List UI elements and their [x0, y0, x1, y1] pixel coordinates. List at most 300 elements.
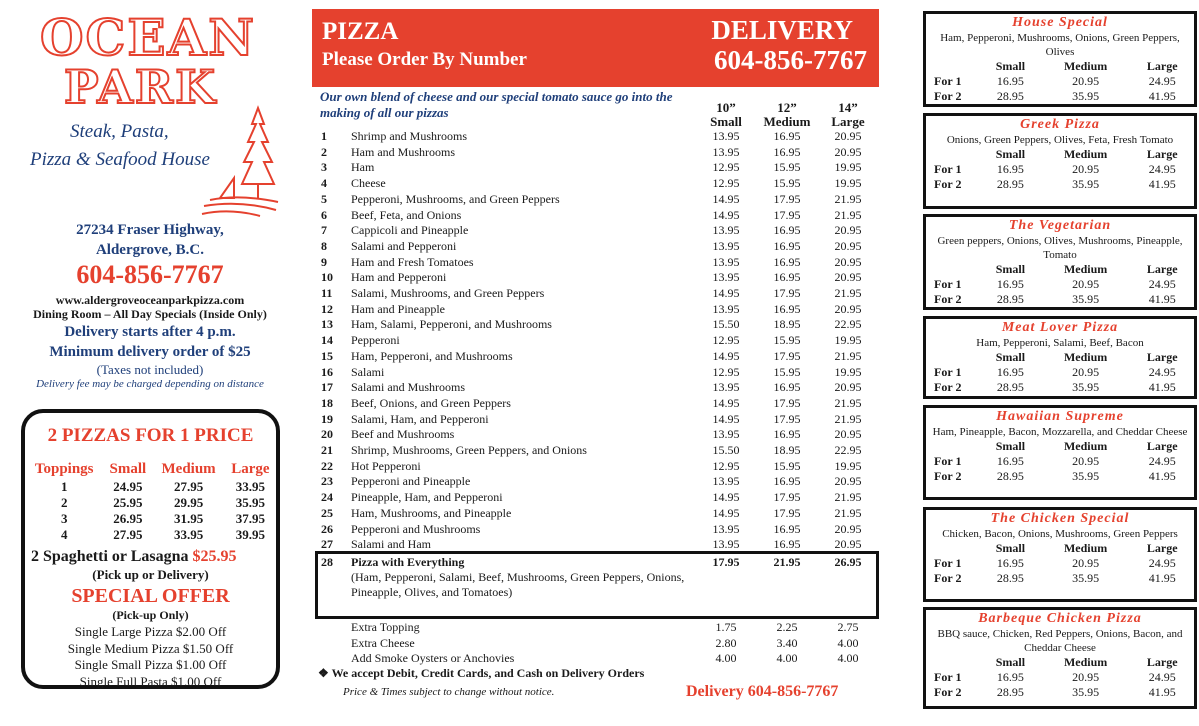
list-item: Single Full Pasta $1.00 Off — [79, 673, 222, 689]
tagline-line1: Steak, Pasta, — [70, 121, 169, 142]
table-row — [926, 556, 1194, 571]
tagline-line2: Pizza & Seafood House — [30, 149, 210, 170]
price-cell: 28.95 — [996, 177, 1024, 191]
price-cell: 35.95 — [1072, 685, 1100, 699]
specialty-pizza-box[interactable] — [923, 214, 1197, 310]
price-large: 19.95 — [834, 333, 862, 348]
left-column — [0, 0, 300, 726]
item-number: 26 — [321, 521, 333, 536]
price-large: 26.95 — [834, 555, 862, 569]
price-medium: 17.95 — [773, 395, 801, 410]
menu-item-row[interactable] — [310, 506, 882, 522]
price-cell: 39.95 — [235, 527, 266, 542]
price-cell: 24.95 — [1148, 556, 1176, 570]
table-row — [926, 89, 1194, 104]
row-label: For 2 — [934, 292, 962, 306]
pickup-or-delivery-note: (Pick up or Delivery) — [92, 567, 209, 582]
price-cell: 41.95 — [1148, 89, 1176, 103]
price-cell: 29.95 — [173, 495, 204, 510]
price-medium: 18.95 — [773, 443, 801, 457]
menu-item-row[interactable] — [310, 145, 882, 161]
item-name: Hot Pepperoni — [351, 458, 421, 473]
price-small: 13.95 — [712, 238, 740, 253]
price-small: 17.95 — [712, 555, 740, 569]
item-name: Pepperoni and Pineapple — [351, 474, 471, 489]
row-label: For 2 — [934, 380, 962, 394]
price-cell: 24.95 — [1148, 277, 1176, 291]
dining-room-note: Dining Room – All Day Specials (Inside Only) — [33, 307, 267, 321]
column-header: Medium — [1063, 541, 1108, 555]
menu-item-row[interactable] — [310, 490, 882, 506]
extra-item-row[interactable] — [310, 651, 882, 667]
item-number: 5 — [321, 191, 327, 206]
item-number: 15 — [321, 348, 333, 363]
price-cell: 41.95 — [1148, 685, 1176, 699]
specialty-header-row — [926, 541, 1194, 556]
price-cell: 20.95 — [1072, 454, 1100, 468]
payment-note — [318, 666, 644, 681]
extra-item-row[interactable] — [310, 636, 882, 652]
price-large: 19.95 — [834, 458, 862, 473]
item-name: Salami and Mushrooms — [351, 380, 465, 395]
specialty-price-table — [926, 262, 1194, 307]
column-header: Small — [995, 655, 1026, 669]
menu-item-row[interactable] — [310, 365, 882, 381]
item-name: Beef and Mushrooms — [351, 427, 455, 442]
specialty-price-table — [926, 147, 1194, 192]
specialty-header-row — [926, 350, 1194, 365]
price-medium: 21.95 — [773, 555, 801, 569]
price-large: 21.95 — [834, 411, 862, 426]
item-number: 11 — [321, 286, 333, 300]
empty-header — [926, 262, 980, 277]
menu-item-row[interactable] — [310, 522, 882, 538]
empty-header — [926, 541, 980, 556]
pizza-with-everything-description: (Ham, Pepperoni, Salami, Beef, Mushrooms, Green Peppers, Onions, Pineapple, Olives, and Tomatoes) — [351, 570, 685, 599]
specialty-title: House Special — [1012, 15, 1108, 30]
price-large: 21.95 — [834, 490, 862, 505]
price-change-note: Price & Times subject to change without notice. — [343, 686, 555, 698]
size-name: Large — [831, 114, 865, 129]
specialty-pizza-box[interactable] — [923, 607, 1197, 709]
specialty-pizzas-column — [920, 0, 1199, 726]
column-header: Medium — [1063, 439, 1108, 453]
price-cell: 33.95 — [235, 479, 266, 494]
specialty-header-row — [926, 147, 1194, 162]
size-inch: 14” — [838, 100, 858, 115]
menu-item-row[interactable] — [310, 474, 882, 490]
menu-item-row[interactable] — [310, 396, 882, 412]
menu-item-row[interactable] — [310, 176, 882, 192]
two-for-one-header-row — [25, 460, 276, 479]
spaghetti-label: 2 Spaghetti or Lasagna — [31, 548, 189, 565]
menu-item-row[interactable] — [310, 427, 882, 443]
price-cell: 35.95 — [235, 495, 266, 510]
list-item: Single Large Pizza $2.00 Off — [74, 624, 227, 639]
price-medium: 4.00 — [776, 651, 798, 665]
price-small: 13.95 — [712, 129, 740, 143]
delivery-fee-note: Delivery fee may be charged depending on distance — [36, 378, 264, 390]
price-cell: 26.95 — [113, 511, 143, 526]
price-small: 14.95 — [712, 490, 740, 505]
price-large: 20.95 — [834, 223, 862, 238]
list-item: Single Medium Pizza $1.50 Off — [67, 640, 234, 656]
row-label: For 2 — [934, 177, 962, 191]
price-small: 14.95 — [712, 286, 740, 300]
price-small: 14.95 — [712, 348, 740, 363]
column-header: Large — [231, 461, 270, 477]
price-cell: 24.95 — [1148, 74, 1176, 88]
item-name: Ham, Mushrooms, and Pineapple — [351, 505, 512, 520]
specialty-pizza-box[interactable] — [923, 11, 1197, 107]
price-small: 13.95 — [712, 427, 740, 442]
price-cell: 20.95 — [1072, 365, 1100, 379]
specialty-description: Ham, Pepperoni, Salami, Beef, Bacon — [976, 337, 1144, 349]
price-cell: 16.95 — [996, 74, 1024, 88]
extra-name: Add Smoke Oysters or Anchovies — [351, 651, 515, 665]
column-header: Medium — [161, 461, 216, 477]
empty-header — [926, 147, 980, 162]
specialty-price-table — [926, 59, 1194, 104]
column-header: Large — [1146, 541, 1178, 555]
specialty-description: BBQ sauce, Chicken, Red Peppers, Onions, Bacon, and Cheddar Cheese — [937, 628, 1183, 654]
column-header: Large — [1146, 655, 1178, 669]
price-small: 13.95 — [712, 301, 740, 316]
table-row — [926, 380, 1194, 395]
price-large: 20.95 — [834, 270, 862, 285]
special-offer-title: SPECIAL OFFER — [71, 585, 230, 607]
item-name: Ham and Fresh Tomatoes — [351, 254, 474, 269]
price-small: 14.95 — [712, 207, 740, 222]
price-large: 21.95 — [834, 505, 862, 520]
delivery-start-note: Delivery starts after 4 p.m. — [64, 324, 236, 340]
toppings-count: 3 — [60, 511, 68, 526]
item-name: Beef, Feta, and Onions — [351, 207, 462, 222]
pizza-header-banner — [312, 9, 879, 87]
spaghetti-offer — [31, 548, 281, 566]
price-cell: 27.95 — [173, 479, 204, 494]
intro-text: Our own blend of cheese and our special tomato sauce go into the making of all our pizzas — [320, 89, 673, 120]
item-name: Salami — [351, 364, 385, 379]
two-for-one-title: 2 PIZZAS FOR 1 PRICE — [47, 425, 254, 446]
price-large: 2.75 — [837, 620, 859, 634]
price-cell: 24.95 — [1148, 162, 1176, 176]
row-label: For 2 — [934, 89, 962, 103]
price-large: 20.95 — [834, 238, 862, 253]
item-number: 3 — [321, 160, 327, 175]
table-row — [926, 162, 1194, 177]
menu-item-row[interactable] — [310, 380, 882, 396]
item-name: Ham, Pepperoni, and Mushrooms — [351, 348, 513, 363]
item-name: Cappicoli and Pineapple — [351, 223, 469, 238]
price-medium: 16.95 — [773, 254, 801, 269]
table-row — [926, 292, 1194, 307]
menu-item-row[interactable] — [310, 255, 882, 271]
item-number: 6 — [321, 207, 327, 222]
menu-item-row[interactable] — [310, 192, 882, 208]
menu-item-row[interactable] — [310, 270, 882, 286]
price-small: 12.95 — [712, 333, 740, 348]
empty-header — [926, 439, 980, 454]
price-cell: 16.95 — [996, 162, 1024, 176]
menu-item-row[interactable] — [310, 239, 882, 255]
taxes-note: (Taxes not included) — [96, 362, 204, 377]
extra-item-row[interactable] — [310, 620, 882, 636]
price-medium: 17.95 — [773, 505, 801, 520]
specialty-pizza-box[interactable] — [923, 113, 1197, 209]
price-small: 14.95 — [712, 191, 740, 206]
table-row — [926, 74, 1194, 89]
phone-number[interactable]: 604-856-7767 — [76, 260, 224, 289]
specialty-header-row — [926, 439, 1194, 454]
price-small: 13.95 — [712, 380, 740, 395]
column-header: Medium — [1063, 59, 1108, 73]
item-name: Pepperoni, Mushrooms, and Green Peppers — [351, 191, 560, 206]
column-header: Toppings — [34, 461, 94, 477]
price-small: 1.75 — [715, 620, 737, 634]
price-cell: 37.95 — [235, 511, 266, 526]
price-medium: 16.95 — [773, 144, 801, 159]
table-row — [926, 454, 1194, 469]
price-small: 15.50 — [712, 443, 740, 457]
size-header-small — [701, 101, 751, 129]
logo-park: PARK — [64, 60, 218, 114]
item-number: 9 — [321, 254, 327, 269]
item-name: Salami and Ham — [351, 537, 431, 552]
price-large: 21.95 — [834, 348, 862, 363]
price-cell: 20.95 — [1072, 74, 1100, 88]
item-number: 2 — [321, 144, 327, 159]
price-small: 13.95 — [712, 474, 740, 489]
price-small: 12.95 — [712, 458, 740, 473]
price-cell: 41.95 — [1148, 469, 1176, 483]
specialty-pizza-box[interactable] — [923, 316, 1197, 399]
list-item: Single Small Pizza $1.00 Off — [74, 657, 227, 672]
menu-item-row[interactable] — [310, 317, 882, 333]
price-cell: 16.95 — [996, 277, 1024, 291]
table-row — [926, 469, 1194, 484]
price-small: 14.95 — [712, 411, 740, 426]
item-name: Ham — [351, 160, 375, 175]
column-header: Medium — [1063, 262, 1108, 276]
price-small: 13.95 — [712, 223, 740, 238]
specialty-pizza-box[interactable] — [923, 507, 1197, 602]
item-number: 21 — [321, 443, 333, 457]
price-cell: 16.95 — [996, 365, 1024, 379]
menu-item-row[interactable] — [310, 412, 882, 428]
specialty-price-table — [926, 350, 1194, 395]
item-number: 28 — [321, 555, 333, 569]
item-name: Ham and Mushrooms — [351, 144, 455, 159]
item-name: Ham and Pepperoni — [351, 270, 447, 285]
price-large: 21.95 — [834, 395, 862, 410]
price-cell: 28.95 — [996, 89, 1024, 103]
row-label: For 1 — [934, 162, 962, 176]
item-number: 17 — [321, 380, 333, 395]
menu-item-row[interactable] — [310, 349, 882, 365]
price-large: 20.95 — [834, 427, 862, 442]
column-header: Medium — [1063, 147, 1108, 161]
size-inch: 10” — [716, 100, 736, 115]
row-label: For 1 — [934, 454, 962, 468]
item-name: Beef, Onions, and Green Peppers — [351, 395, 511, 410]
price-medium: 16.95 — [773, 427, 801, 442]
column-header: Small — [995, 147, 1026, 161]
menu-item-row[interactable] — [310, 286, 882, 302]
price-cell: 24.95 — [1148, 365, 1176, 379]
minimum-order-note: Minimum delivery order of $25 — [49, 344, 251, 360]
specialty-price-table — [926, 439, 1194, 484]
website-link[interactable]: www.aldergroveoceanparkpizza.com — [55, 293, 245, 307]
item-name: Ham and Pineapple — [351, 301, 445, 316]
column-header: Large — [1146, 350, 1178, 364]
item-number: 24 — [321, 490, 333, 505]
table-row — [25, 479, 276, 495]
menu-item-row[interactable] — [310, 160, 882, 176]
price-large: 20.95 — [834, 537, 862, 552]
specialty-pizza-box[interactable] — [923, 405, 1197, 500]
price-cell: 35.95 — [1072, 177, 1100, 191]
menu-item-row[interactable] — [310, 459, 882, 475]
item-name: Shrimp and Mushrooms — [351, 129, 468, 143]
row-label: For 1 — [934, 74, 962, 88]
price-cell: 20.95 — [1072, 556, 1100, 570]
price-cell: 41.95 — [1148, 292, 1176, 306]
item-name: Pepperoni and Mushrooms — [351, 521, 481, 536]
price-medium: 18.95 — [773, 317, 801, 332]
price-medium: 16.95 — [773, 270, 801, 285]
pizza-with-everything-row[interactable] — [310, 555, 882, 571]
item-number: 4 — [321, 176, 327, 191]
item-name: Pizza with Everything — [351, 555, 465, 569]
price-large: 21.95 — [834, 286, 862, 300]
size-name: Small — [710, 114, 742, 129]
price-medium: 17.95 — [773, 286, 801, 300]
price-small: 12.95 — [712, 176, 740, 191]
table-row — [25, 495, 276, 511]
price-cell: 27.95 — [113, 527, 143, 542]
item-name: Shrimp, Mushrooms, Green Peppers, and Onions — [351, 443, 587, 457]
item-number: 7 — [321, 223, 327, 238]
row-label: For 2 — [934, 571, 962, 585]
price-cell: 28.95 — [996, 380, 1024, 394]
column-header: Medium — [1063, 655, 1108, 669]
price-medium: 16.95 — [773, 301, 801, 316]
table-row — [926, 365, 1194, 380]
menu-item-row[interactable] — [310, 443, 882, 459]
item-name: Pepperoni — [351, 333, 400, 348]
size-header-medium — [762, 101, 812, 129]
address-line2: Aldergrove, B.C. — [95, 242, 205, 258]
price-cell: 41.95 — [1148, 177, 1176, 191]
toppings-count: 1 — [60, 479, 68, 494]
item-name: Cheese — [351, 176, 386, 191]
extra-name: Extra Topping — [351, 620, 420, 634]
item-number: 18 — [321, 395, 333, 410]
price-small: 13.95 — [712, 521, 740, 536]
price-small: 15.50 — [712, 317, 740, 332]
menu-item-row[interactable] — [310, 208, 882, 224]
price-medium: 15.95 — [773, 333, 801, 348]
price-medium: 16.95 — [773, 537, 801, 552]
price-small: 14.95 — [712, 505, 740, 520]
price-medium: 17.95 — [773, 207, 801, 222]
menu-item-row[interactable] — [310, 302, 882, 318]
specialty-title: The Chicken Special — [990, 511, 1130, 526]
price-cell: 24.95 — [113, 479, 143, 494]
price-cell: 16.95 — [996, 670, 1024, 684]
menu-item-row[interactable] — [310, 333, 882, 349]
menu-item-row[interactable] — [310, 223, 882, 239]
menu-item-row[interactable] — [310, 129, 882, 145]
item-number: 22 — [321, 458, 333, 473]
toppings-count: 4 — [60, 527, 68, 542]
price-medium: 16.95 — [773, 129, 801, 143]
price-cell: 35.95 — [1072, 89, 1100, 103]
price-cell: 35.95 — [1072, 292, 1100, 306]
specialty-header-row — [926, 262, 1194, 277]
size-inch: 12” — [777, 100, 797, 115]
price-cell: 35.95 — [1072, 571, 1100, 585]
item-name: Ham, Salami, Pepperoni, and Mushrooms — [351, 317, 552, 332]
specialty-price-table — [926, 655, 1194, 700]
specialty-price-table — [926, 541, 1194, 586]
price-small: 12.95 — [712, 160, 740, 175]
price-cell: 25.95 — [113, 495, 143, 510]
toppings-count: 2 — [60, 495, 68, 510]
price-cell: 28.95 — [996, 685, 1024, 699]
price-large: 21.95 — [834, 191, 862, 206]
specialty-header-row — [926, 59, 1194, 74]
price-cell: 16.95 — [996, 454, 1024, 468]
column-header: Large — [1146, 147, 1178, 161]
specialty-title: Greek Pizza — [1020, 117, 1100, 132]
price-medium: 16.95 — [773, 238, 801, 253]
column-header: Small — [995, 350, 1026, 364]
item-number: 10 — [321, 270, 333, 285]
price-medium: 3.40 — [776, 635, 798, 650]
price-large: 20.95 — [834, 380, 862, 395]
column-header: Small — [995, 439, 1026, 453]
empty-header — [926, 59, 980, 74]
price-cell: 28.95 — [996, 469, 1024, 483]
price-cell: 20.95 — [1072, 670, 1100, 684]
price-cell: 41.95 — [1148, 571, 1176, 585]
price-small: 12.95 — [712, 364, 740, 379]
price-small: 13.95 — [712, 254, 740, 269]
price-medium: 16.95 — [773, 223, 801, 238]
row-label: For 1 — [934, 670, 962, 684]
diamond-bullet-icon: ❖ — [318, 666, 329, 680]
price-medium: 17.95 — [773, 191, 801, 206]
item-number: 20 — [321, 427, 333, 442]
specialty-description: Green peppers, Onions, Olives, Mushrooms, Pineapple, Tomato — [937, 235, 1183, 261]
empty-header — [926, 655, 980, 670]
price-small: 4.00 — [715, 651, 737, 665]
price-medium: 15.95 — [773, 458, 801, 473]
delivery-phone[interactable]: 604-856-7767 — [714, 45, 867, 75]
bottom-delivery-phone[interactable]: Delivery 604-856-7767 — [686, 683, 839, 700]
price-medium: 17.95 — [773, 411, 801, 426]
pizza-menu-column — [310, 0, 882, 726]
price-cell: 31.95 — [173, 511, 204, 526]
price-medium: 17.95 — [773, 490, 801, 505]
payment-text: We accept Debit, Credit Cards, and Cash on Delivery Orders — [331, 666, 645, 680]
price-cell: 28.95 — [996, 571, 1024, 585]
price-large: 19.95 — [834, 364, 862, 379]
size-name: Medium — [763, 114, 811, 129]
item-number: 14 — [321, 333, 333, 348]
